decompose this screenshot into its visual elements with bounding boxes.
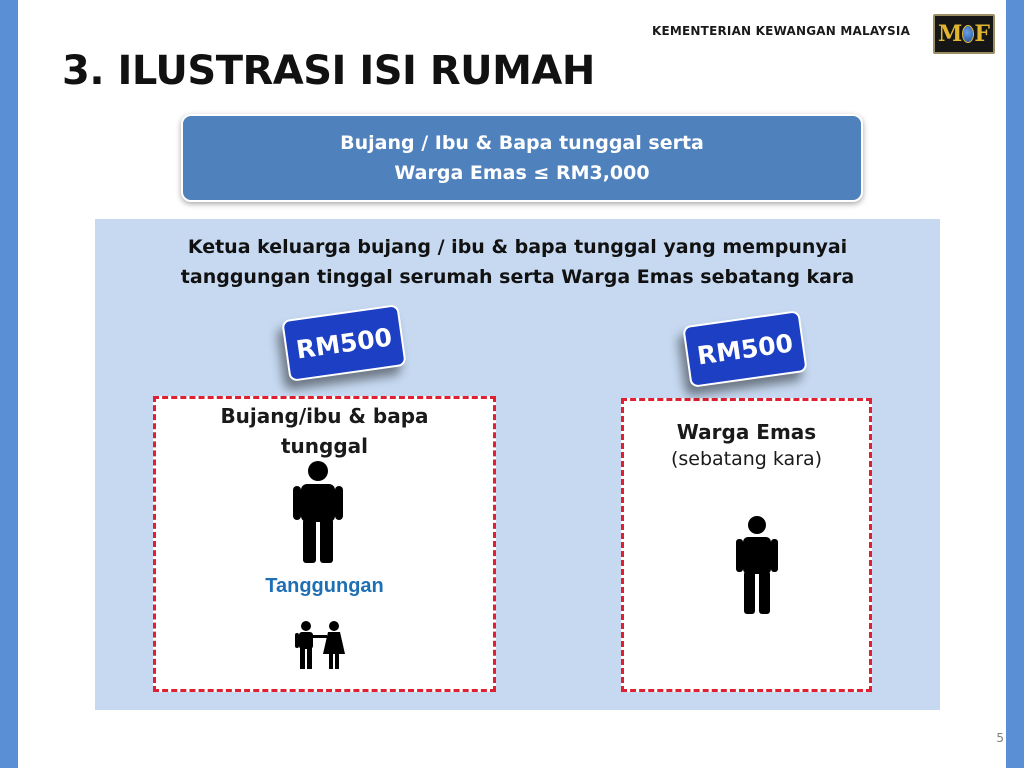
panel-description: [110, 232, 925, 292]
single-parent-card-title: [156, 401, 493, 461]
dependant-label: Tanggungan: [265, 575, 384, 597]
globe-icon: [962, 25, 974, 43]
senior-citizen-card-subtitle: (sebatang kara): [670, 448, 823, 470]
amount-badge: RM500: [682, 310, 807, 388]
card-title-line-2: tunggal: [280, 434, 369, 458]
logo-letter-f: F: [974, 21, 990, 47]
senior-citizen-card-title: Warga Emas: [676, 420, 817, 444]
ministry-name: KEMENTERIAN KEWANGAN MALAYSIA: [652, 24, 911, 38]
right-side-bar: [1006, 0, 1024, 768]
category-banner: [181, 114, 863, 202]
person-icon: [290, 461, 346, 563]
couple-icon: [294, 621, 346, 671]
logo-letter-m: M: [938, 21, 963, 47]
mof-logo: [933, 14, 995, 54]
person-icon: [734, 516, 780, 614]
panel-description-line-1: Ketua keluarga bujang / ibu & bapa tunggal yang mempunyai: [187, 236, 848, 258]
slide-title: 3. ILUSTRASI ISI RUMAH: [62, 48, 595, 94]
panel-description-line-2: tanggungan tinggal serumah serta Warga Emas sebatang kara: [180, 266, 855, 288]
page-number: 5: [996, 731, 1004, 745]
single-parent-card: [153, 396, 496, 692]
banner-line-1: Bujang / Ibu & Bapa tunggal serta: [340, 132, 704, 154]
card-title-line-1: Bujang/ibu & bapa: [220, 404, 429, 428]
left-side-bar: [0, 0, 18, 768]
amount-badge: RM500: [281, 304, 406, 382]
senior-citizen-card: [621, 398, 872, 692]
banner-line-2: Warga Emas ≤ RM3,000: [394, 162, 650, 184]
